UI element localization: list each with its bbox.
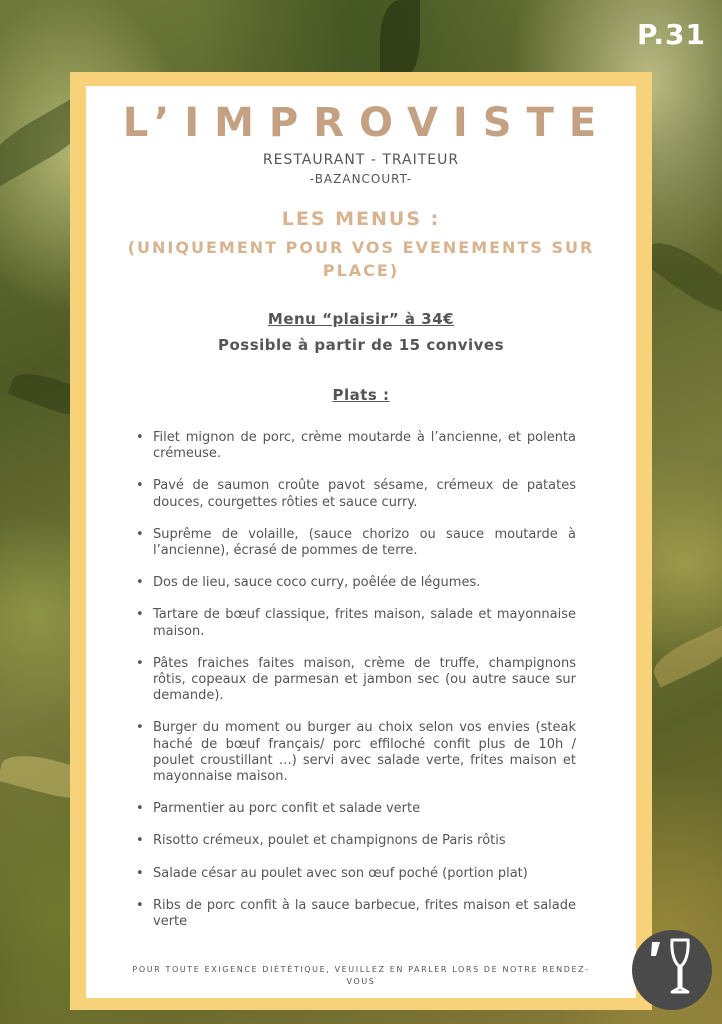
restaurant-subtitle: RESTAURANT - TRAITEUR <box>262 152 460 168</box>
list-item: • Dos de lieu, sauce coco curry, poêlée de légumes. <box>136 575 576 591</box>
background-foliage <box>380 0 420 80</box>
list-item: • Suprême de volaille, (sauce chorizo ou sauce moutarde à l’ancienne), écrasé de pommes de terre. <box>136 527 576 559</box>
list-item: • Ribs de porc confit à la sauce barbecue, frites maison et salade verte <box>136 898 576 930</box>
restaurant-name: L’IMPROVISTE <box>122 100 612 146</box>
section-subtitle: (UNIQUEMENT POUR VOS EVENEMENTS SUR PLACE) <box>127 238 595 280</box>
list-item: • Burger du moment ou burger au choix selon vos envies (steak haché de bœuf français/ porc effiloché confit plus de 10h / poulet croustillant …) servi avec salade verte, frites maison et mayonnaise maison. <box>136 720 576 785</box>
list-item: • Pavé de saumon croûte pavot sésame, crémeux de patates douces, courgettes rôties et sauce curry. <box>136 478 576 510</box>
dietary-note: POUR TOUTE EXIGENCE DIÉTÉTIQUE, VEUILLEZ EN PARLER LORS DE NOTRE RENDEZ-VOUS <box>132 965 590 986</box>
menu-guests: Possible à partir de 15 convives <box>217 336 504 354</box>
restaurant-location: -BAZANCOURT- <box>309 172 413 186</box>
section-title: LES MENUS : <box>281 208 441 230</box>
list-item: • Parmentier au porc confit et salade verte <box>136 801 576 817</box>
list-item: • Pâtes fraiches faites maison, crème de truffe, champignons rôtis, copeaux de parmesan et jambon sec (ou autre sauce sur demande). <box>136 656 576 705</box>
list-item: • Tartare de bœuf classique, frites maison, salade et mayonnaise maison. <box>136 607 576 639</box>
menu-card <box>86 86 636 998</box>
plats-heading: Plats : <box>332 386 390 404</box>
dish-list <box>136 430 576 946</box>
wine-glass-logo-icon <box>632 930 712 1010</box>
menu-name: Menu “plaisir” à 34€ <box>267 310 455 328</box>
background-foliage <box>648 622 722 687</box>
list-item: • Risotto crémeux, poulet et champignons de Paris rôtis <box>136 833 576 849</box>
page-number: P.31 <box>637 18 706 51</box>
list-item: • Filet mignon de porc, crème moutarde à l’ancienne, et polenta crémeuse. <box>136 430 576 462</box>
list-item: • Salade césar au poulet avec son œuf poché (portion plat) <box>136 866 576 882</box>
